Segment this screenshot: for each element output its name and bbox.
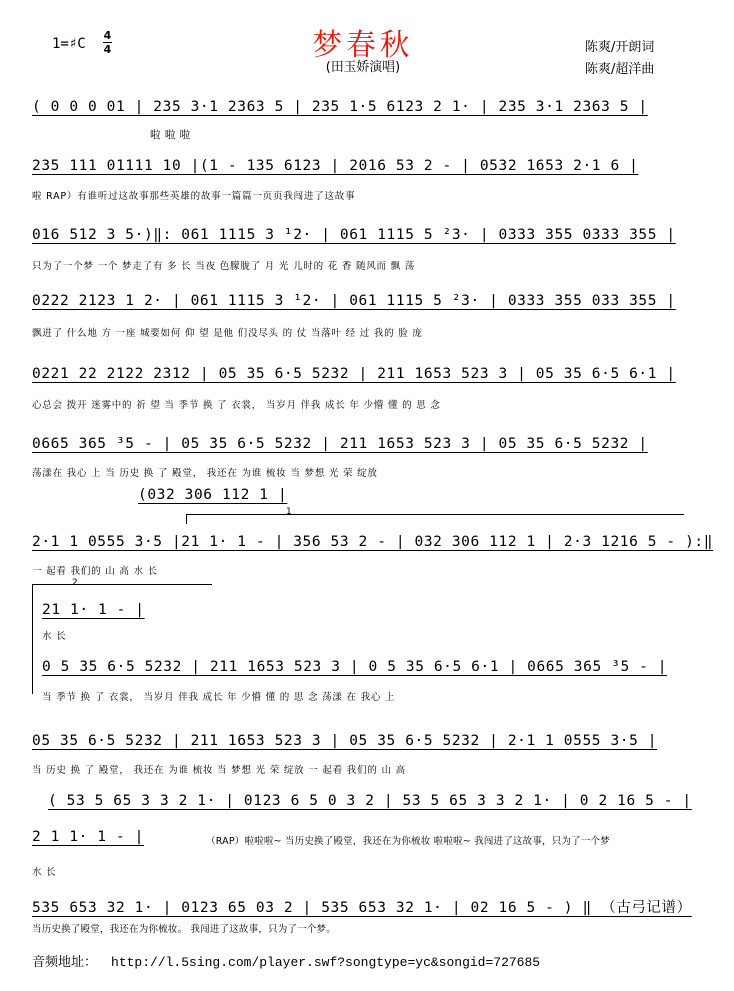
lyrics-row: 水 长: [32, 867, 57, 878]
lyrics-row: 啦 RAP）有谁听过这故事那些英雄的故事一篇篇一页页我闯进了这故事: [32, 191, 356, 202]
lyrics-row: 水 长: [42, 631, 67, 642]
notation-row: 0 5 35 6·5 5232 | 211 1653 523 3 | 0 5 35 6·5 6·1 | 0665 365 ³5 - |: [42, 659, 668, 675]
audio-label: 音频地址：: [32, 955, 98, 970]
lyrics-row: 只为了一个梦 一个 梦走了有 多 长 当夜 色朦胧了 月 光 儿时的 花 香 随风而 飘 荡: [32, 261, 416, 272]
composer-credit: 陈爽/超洋曲: [585, 62, 655, 77]
notation-row: 0665 365 ³5 - | 05 35 6·5 5232 | 211 1653 523 3 | 05 35 6·5 5232 |: [32, 436, 648, 452]
volta-bracket-1-edge: [186, 514, 187, 524]
notation-row: 535 653 32 1· | 0123 65 03 2 | 535 653 32 1· | 02 16 5 - ) ‖ （古弓记谱）: [32, 900, 692, 916]
notation-row: 235 111 01111 10 |(1 - 135 6123 | 2016 53 2 - | 0532 1653 2·1 6 |: [32, 158, 639, 174]
notation-row: 21 1· 1 - |: [42, 602, 145, 618]
notation-row: 0221 22 2122 2312 | 05 35 6·5 5232 | 211 1653 523 3 | 05 35 6·5 6·1 |: [32, 366, 676, 382]
lyrics-row: 荡漾在 我心 上 当 历史 换 了 殿堂， 我还在 为谁 梳妆 当 梦想 光 荣 绽放: [32, 468, 378, 479]
singer-credit: (田玉娇演唱): [325, 60, 401, 75]
notation-row: 2 1 1· 1 - |: [32, 829, 144, 845]
audio-url-link[interactable]: http://l.5sing.com/player.swf?songtype=yc&songid=727685: [111, 955, 541, 970]
lyrics-row: 当 季节 换 了 衣裳， 当岁月 伴我 成长 年 少懵 懂 的 思 念 荡漾 在 我心 上: [42, 692, 396, 703]
notation-row: ( 53 5 65 3 3 2 1· | 0123 6 5 0 3 2 | 53 5 65 3 3 2 1· | 0 2 16 5 - |: [48, 793, 692, 809]
notation-row: 2·1 1 0555 3·5 |21 1· 1 - | 356 53 2 - | 032 306 112 1 | 2·3 1216 5 - ):‖: [32, 534, 714, 550]
lyrics-row: 当 历史 换 了 殿堂， 我还在 为谁 梳妆 当 梦想 光 荣 绽放 一 起看 我们的 山 高: [32, 765, 406, 776]
rap-lyrics: （RAP）啦啦啦~ 当历史换了殿堂，我还在为你梳妆 啦啦啦~ 我闯进了这故事，只为了一个梦: [206, 836, 610, 847]
lyrics-row: 啦 啦 啦: [150, 129, 191, 141]
key-signature: 1=♯C: [52, 36, 86, 52]
notation-row: 016 512 3 5·)‖: 061 1115 3 ¹2· | 061 1115 5 ²3· | 0333 355 0333 355 |: [32, 227, 676, 243]
notation-row: ( 0 0 0 01 | 235 3·1 2363 5 | 235 1·5 6123 2 1· | 235 3·1 2363 5 |: [32, 99, 648, 115]
lyrics-row: 一 起看 我们的 山 高 水 长: [32, 566, 158, 577]
audio-address: [32, 951, 540, 970]
volta-bracket-2-edge: [32, 584, 33, 694]
notation-row: 05 35 6·5 5232 | 211 1653 523 3 | 05 35 6·5 5232 | 2·1 1 0555 3·5 |: [32, 733, 658, 749]
volta-bracket-2: [32, 584, 212, 585]
song-title: 梦春秋: [312, 28, 414, 63]
lyrics-row: 当历史换了殿堂，我还在为你梳妆。 我闯进了这故事，只为了一个梦。: [32, 924, 336, 935]
time-signature-numerator: 4: [103, 29, 112, 42]
lyricist-credit: 陈爽/开朗词: [585, 40, 655, 55]
volta-bracket-1: [186, 514, 684, 515]
lyrics-row: 飘进了 什么地 方 一座 城要如何 仰 望 是他 们没尽头 的 仗 当落叶 经 过 我的 脸 庞: [32, 328, 423, 339]
notation-row: 0222 2123 1 2· | 061 1115 3 ¹2· | 061 1115 5 ²3· | 0333 355 033 355 |: [32, 293, 676, 309]
time-signature-denominator: 4: [103, 43, 112, 56]
volta-number-2: 2: [72, 578, 78, 588]
volta-number-1: 1: [286, 507, 292, 517]
notation-row: (032 306 112 1 |: [138, 487, 288, 503]
lyrics-row: 心总会 拨开 迷雾中的 祈 望 当 季节 换 了 衣裳， 当岁月 伴我 成长 年 少懵 懂 的 思 念: [32, 400, 441, 411]
time-signature: [103, 30, 112, 55]
